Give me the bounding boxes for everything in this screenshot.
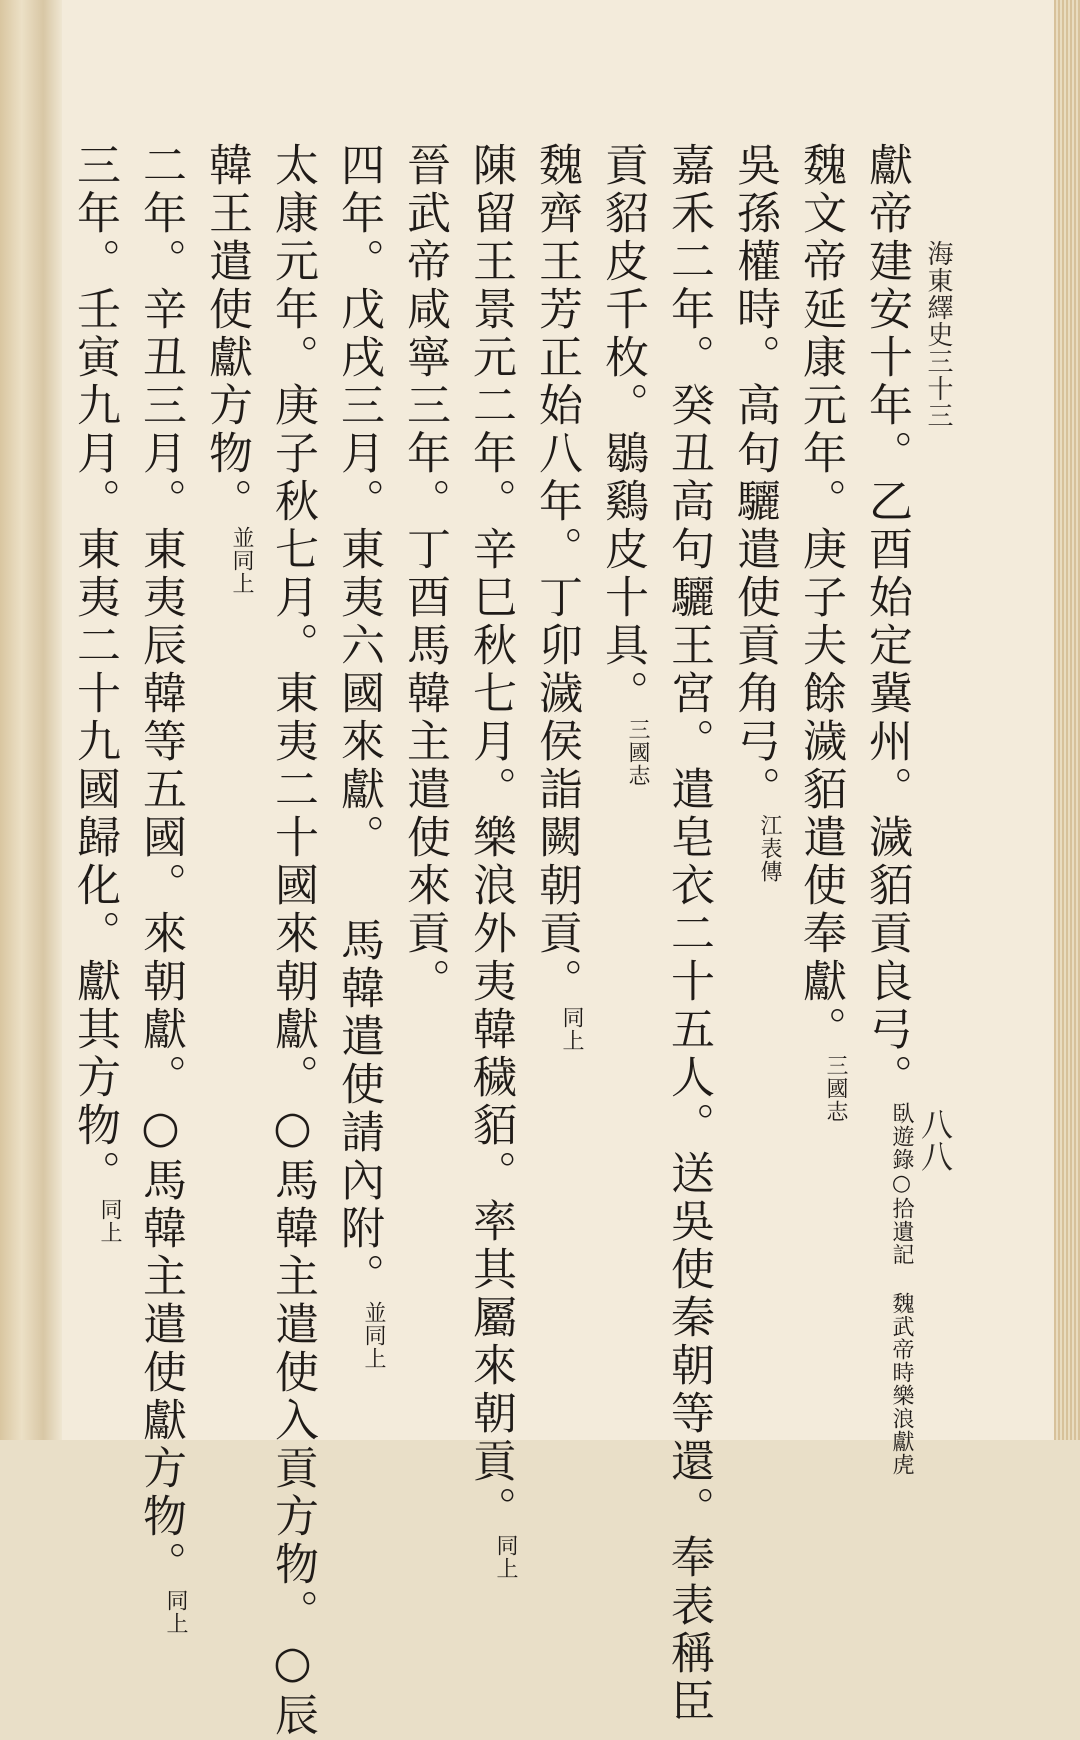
column-text: 吳孫權時。高句驪遣使貢角弓。 bbox=[729, 142, 780, 814]
column-text: 韓王遣使獻方物。 bbox=[201, 142, 252, 526]
column-text: 三年。壬寅九月。東夷二十九國歸化。獻其方物。 bbox=[69, 142, 120, 1198]
column-note: 臥遊錄○拾遺記 魏武帝時樂浪獻虎 bbox=[889, 1102, 914, 1476]
text-column-2 bbox=[792, 142, 848, 1392]
column-note: 三國志 bbox=[823, 1054, 848, 1123]
book-spine bbox=[0, 0, 62, 1440]
page-edges bbox=[1054, 0, 1080, 1440]
text-column-5 bbox=[594, 142, 650, 1392]
column-note: 江表傳 bbox=[757, 814, 782, 883]
text-column-7 bbox=[462, 142, 518, 1580]
page-number: 八八 bbox=[916, 1108, 954, 1172]
text-column-11 bbox=[198, 142, 254, 1392]
column-text: 二年。辛丑三月。東夷辰韓等五國。來朝獻。○馬韓主遣使獻方物。 bbox=[135, 142, 186, 1589]
column-text: 魏齊王芳正始八年。丁卯濊侯詣闕朝貢。 bbox=[531, 142, 582, 1006]
column-text: 四年。戊戌三月。東夷六國來獻。 馬韓遣使請內附。 bbox=[333, 142, 384, 1301]
column-note: 並同上 bbox=[361, 1301, 386, 1370]
column-note: 三國志 bbox=[625, 718, 650, 787]
text-column-4 bbox=[660, 142, 716, 1726]
text-column-9 bbox=[330, 142, 386, 1392]
column-text: 晉武帝咸寧三年。丁酉馬韓主遣使來貢。 bbox=[399, 142, 450, 1006]
column-note: 並同上 bbox=[229, 526, 254, 595]
text-column-3 bbox=[726, 142, 782, 1392]
column-text: 太康元年。庚子秋七月。東夷二十國來朝獻。○馬韓主遣使入貢方物。○辰 bbox=[267, 142, 318, 1740]
text-column-8 bbox=[396, 142, 452, 1392]
column-text: 嘉禾二年。癸丑高句驪王宮。遣皂衣二十五人。送吳使秦朝等還。奉表稱臣 bbox=[663, 142, 714, 1726]
running-title: 海東繹史三十三 bbox=[923, 240, 953, 429]
column-note: 同上 bbox=[559, 1006, 584, 1052]
column-text: 獻帝建安十年。乙酉始定冀州。濊貊貢良弓。 bbox=[861, 142, 912, 1102]
text-column-1 bbox=[858, 142, 914, 1476]
text-column-10 bbox=[264, 142, 320, 1740]
column-note: 同上 bbox=[163, 1589, 188, 1635]
column-note: 同上 bbox=[97, 1198, 122, 1244]
column-note: 同上 bbox=[493, 1534, 518, 1580]
text-column-13 bbox=[66, 142, 122, 1392]
column-text: 陳留王景元二年。辛巳秋七月。樂浪外夷韓穢貊。率其屬來朝貢。 bbox=[465, 142, 516, 1534]
text-column-6 bbox=[528, 142, 584, 1392]
text-column-12 bbox=[132, 142, 188, 1635]
column-text: 魏文帝延康元年。庚子夫餘濊貊遣使奉獻。 bbox=[795, 142, 846, 1054]
column-text: 貢貂皮千枚。鶡鷄皮十具。 bbox=[597, 142, 648, 718]
